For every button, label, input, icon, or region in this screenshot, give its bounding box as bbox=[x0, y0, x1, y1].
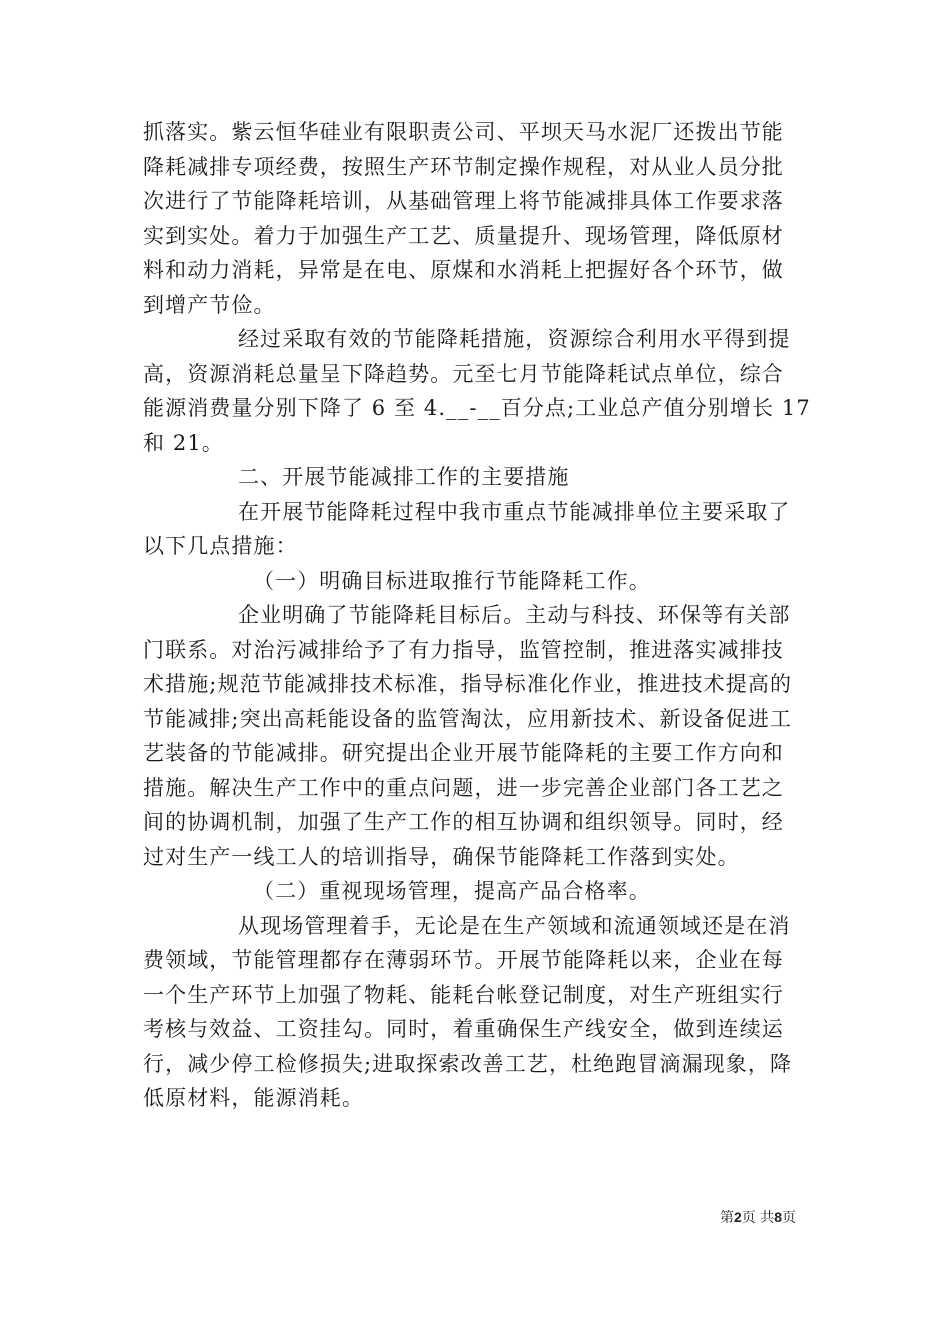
text-line: 料和动力消耗，异常是在电、原煤和水消耗上把握好各个环节，做 bbox=[143, 258, 784, 282]
current-page-number: 2 bbox=[734, 1209, 742, 1225]
text-line: 费领域，节能管理都存在薄弱环节。开展节能降耗以来，企业在每 bbox=[143, 948, 784, 972]
section-heading: 二、开展节能减排工作的主要措施 bbox=[238, 465, 570, 489]
text-line: 低原材料，能源消耗。 bbox=[143, 1086, 364, 1110]
text-line: 次进行了节能降耗培训，从基础管理上将节能减排具体工作要求落 bbox=[143, 189, 784, 213]
footer-suffix: 页 bbox=[782, 1210, 797, 1226]
subsection-heading: （二）重视现场管理，提高产品合格率。 bbox=[253, 879, 651, 903]
text-line: 抓落实。紫云恒华硅业有限职责公司、平坝天马水泥厂还拨出节能 bbox=[143, 120, 784, 144]
footer-prefix: 第 bbox=[720, 1210, 734, 1226]
paragraph-first-line: 经过采取有效的节能降耗措施，资源综合利用水平得到提 bbox=[238, 327, 791, 351]
subsection-heading: （一）明确目标进取推行节能降耗工作。 bbox=[253, 568, 651, 593]
paragraph-first-line: 在开展节能降耗过程中我市重点节能减排单位主要采取了 bbox=[238, 499, 791, 524]
text-line: 高，资源消耗总量呈下降趋势。元至七月节能降耗试点单位，综合 bbox=[143, 361, 784, 386]
text-line: 考核与效益、工资挂勾。同时，着重确保生产线安全，做到连续运 bbox=[143, 1017, 784, 1041]
text-line: 艺装备的节能减排。研究提出企业开展节能降耗的主要工作方向和 bbox=[143, 741, 784, 765]
text-line: 以下几点措施： bbox=[143, 534, 298, 558]
text-line: 到增产节俭。 bbox=[143, 292, 276, 317]
paragraph-first-line: 从现场管理着手，无论是在生产领域和流通领域还是在消 bbox=[238, 913, 791, 938]
paragraph-first-line: 企业明确了节能降耗目标后。主动与科技、环保等有关部 bbox=[238, 603, 791, 627]
text-line: 过对生产一线工人的培训指导，确保节能降耗工作落到实处。 bbox=[143, 844, 740, 869]
text-line: 和 21。 bbox=[143, 430, 224, 455]
text-line: 行，减少停工检修损失;进取探索改善工艺，杜绝跑冒滴漏现象，降 bbox=[143, 1051, 793, 1076]
text-line: 间的协调机制，加强了生产工作的相互协调和组织领导。同时，经 bbox=[143, 810, 784, 834]
text-line: 节能减排;突出高耗能设备的监管淘汰，应用新技术、新设备促进工 bbox=[143, 706, 793, 731]
text-line: 一个生产环节上加强了物耗、能耗台帐登记制度，对生产班组实行 bbox=[143, 982, 784, 1007]
text-line: 实到实处。着力于加强生产工艺、质量提升、现场管理，降低原材 bbox=[143, 223, 784, 248]
text-line: 门联系。对治污减排给予了有力指导，监管控制，推进落实减排技 bbox=[143, 637, 784, 662]
text-line: 术措施;规范节能减排技术标准，指导标准化作业，推进技术提高的 bbox=[143, 672, 793, 696]
text-line: 措施。解决生产工作中的重点问题，进一步完善企业部门各工艺之 bbox=[143, 775, 784, 800]
footer-middle: 页 共 bbox=[741, 1210, 775, 1226]
text-line: 能源消费量分别下降了 6 至 4.__-__百分点;工业总产值分别增长 17 bbox=[143, 396, 811, 420]
total-pages-number: 8 bbox=[774, 1209, 783, 1225]
page-number-footer bbox=[720, 1207, 796, 1227]
document-body bbox=[143, 115, 811, 1116]
text-line: 降耗减排专项经费，按照生产环节制定操作规程，对从业人员分批 bbox=[143, 154, 784, 179]
